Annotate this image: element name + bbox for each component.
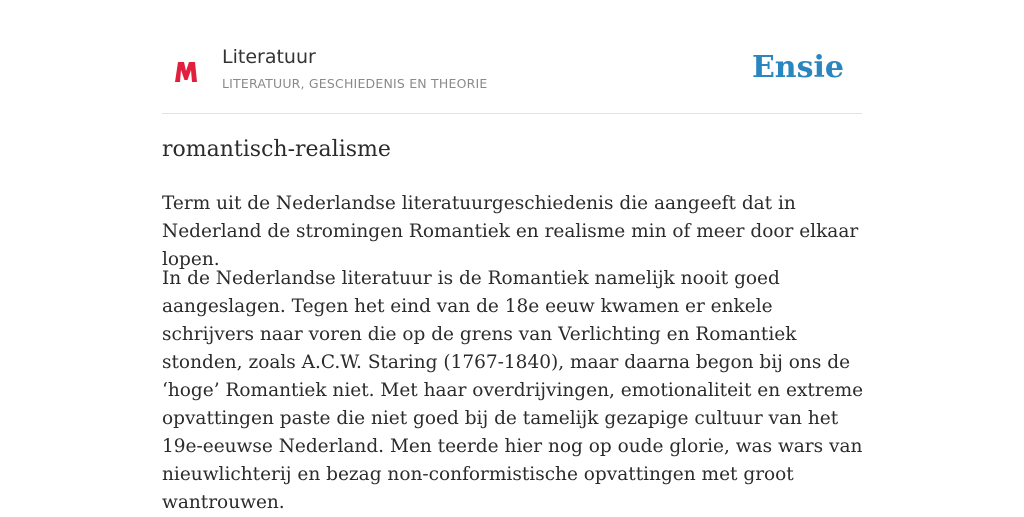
article-paragraph-1: Term uit de Nederlandse literatuurgeschiedenis die aangeeft dat in Nederland de stromingen Romantiek en realisme min of meer door elkaar lopen. [162,193,859,270]
site-subtitle: LITERATUUR, GESCHIEDENIS EN THEORIE [222,76,488,91]
page-title: romantisch-realisme [162,137,391,162]
article-paragraph-2: In de Nederlandse literatuur is de Romantiek namelijk nooit goed aangeslagen. Tegen het eind van de 18e eeuw kwamen er enkele schrijvers naar voren die op de grens van Verlichting en Romantiek stonden, zoals A.C.W. Staring (1767-1840), maar daarna begon bij ons de ‘hoge’ Romantiek niet. Met haar overdrijvingen, emotionaliteit en extreme opvattingen paste die niet goed bij de tamelijk gezapige cultuur van het 19e-eeuwse Nederland. Men teerde hier nog op oude glorie, was wars van nieuwlichterij en bezag non-conformistische opvattingen met groot wantrouwen. [162,268,864,513]
ensie-brand-logo[interactable]: Ensie [751,50,844,85]
mare-m-logo-icon[interactable] [172,58,200,84]
site-title[interactable]: Literatuur [222,46,316,68]
header [162,36,862,114]
